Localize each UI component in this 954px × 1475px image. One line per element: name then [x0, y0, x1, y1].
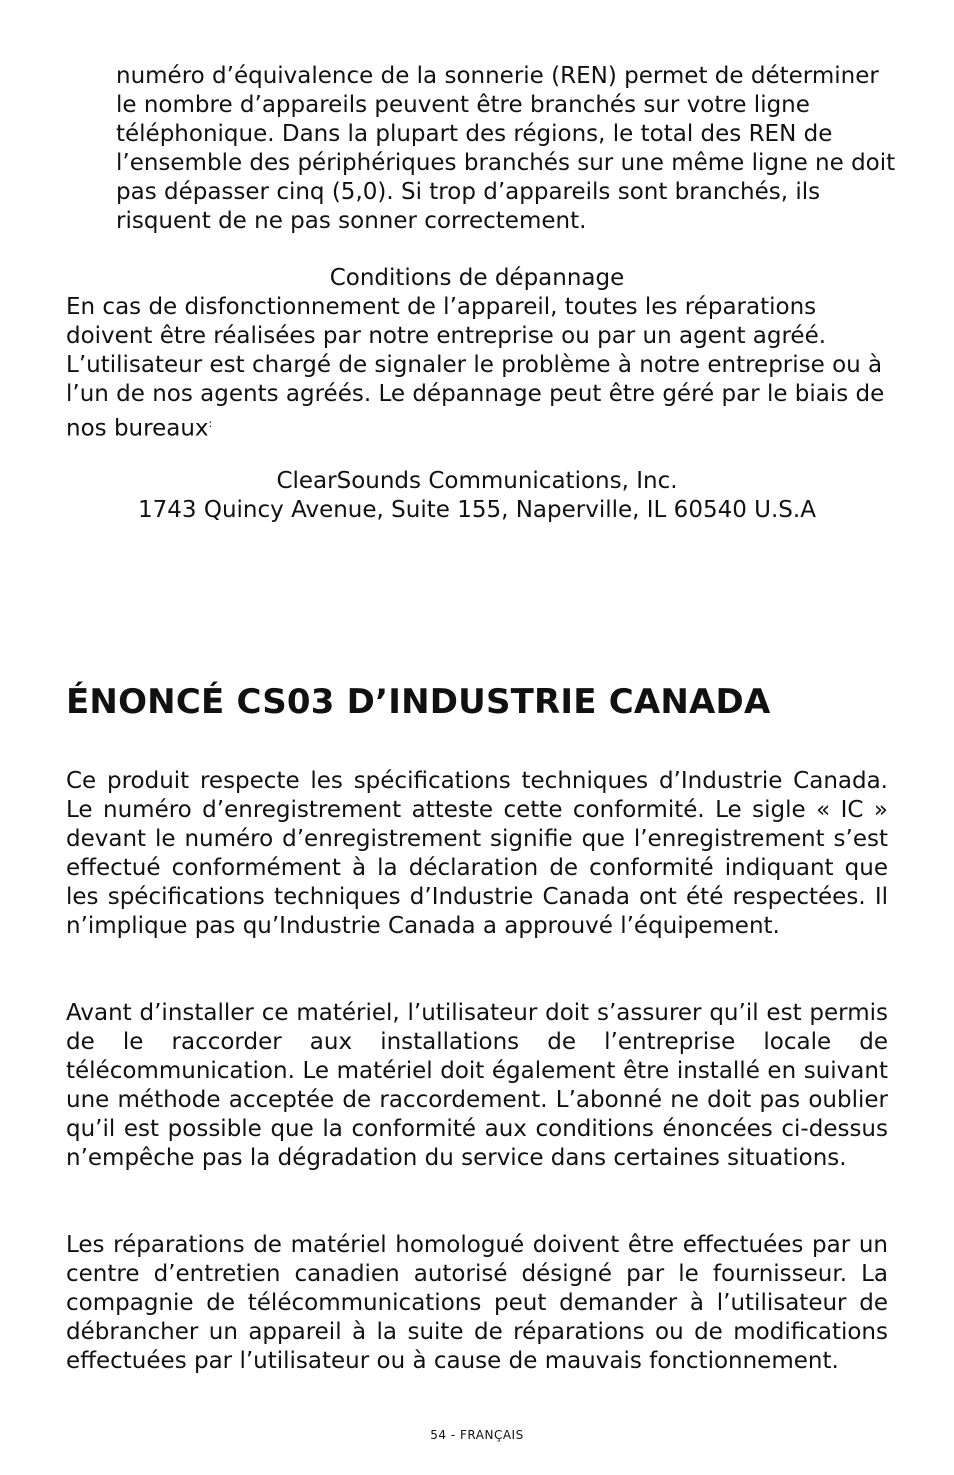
ic-paragraph-1: Ce produit respecte les spécifications techniques d’Industrie Canada. Le numéro d’enregistrement atteste cette conformité. Le sigle « IC » devant le numéro d’enregistrement signifie que l’enregistrement s’est effectué conformément à la déclaration de conformité indiquant que les spécifications techniques d’Industrie Canada ont été respectées. Il n’implique pas qu’Industrie Canada a approuvé l’équipement.: [66, 768, 888, 939]
page-footer: 54 - FRANÇAIS: [430, 1428, 524, 1442]
company-block: [0, 467, 954, 525]
company-address: 1743 Quincy Avenue, Suite 155, Naperville, IL 60540 U.S.A: [138, 497, 816, 523]
repair-heading: Conditions de dépannage: [329, 265, 625, 291]
company-name: ClearSounds Communications, Inc.: [276, 468, 678, 494]
ren-paragraph: numéro d’équivalence de la sonnerie (REN) permet de déterminer le nombre d’appareils peuvent être branchés sur votre ligne téléphonique. Dans la plupart des régions, le total des REN de l’ensemble des périphériques branchés sur une même ligne ne doit pas dépasser cinq (5,0). Si trop d’appareils sont branchés, ils risquent de ne pas sonner correctement.: [116, 63, 896, 234]
repair-paragraph-suffix: :: [208, 417, 213, 430]
section-title: ÉNONCÉ CS03 D’INDUSTRIE CANADA: [66, 682, 771, 722]
ic-paragraph-2: Avant d’installer ce matériel, l’utilisateur doit s’assurer qu’il est permis de le raccorder aux installations de l’entreprise locale de télécommunication. Le matériel doit également être installé en suivant une méthode acceptée de raccordement. L’abonné ne doit pas oublier qu’il est possible que la conformité aux conditions énoncées ci-dessus n’empêche pas la dégradation du service dans certaines situations.: [66, 1000, 888, 1171]
repair-paragraph: [66, 293, 888, 444]
repair-paragraph-text: En cas de disfonctionnement de l’appareil, toutes les réparations doivent être réalisées par notre entreprise ou par un agent agréé. L’utilisateur est chargé de signaler le problème à notre entreprise ou à l’un de nos agents agréés. Le dépannage peut être géré par le biais de nos bureaux: [66, 294, 885, 442]
ic-paragraph-3: Les réparations de matériel homologué doivent être effectuées par un centre d’entretien canadien autorisé désigné par le fournisseur. La compagnie de télécommunications peut demander à l’utilisateur de débrancher un appareil à la suite de réparations ou de modifications effectuées par l’utilisateur ou à cause de mauvais fonctionnement.: [66, 1232, 888, 1374]
